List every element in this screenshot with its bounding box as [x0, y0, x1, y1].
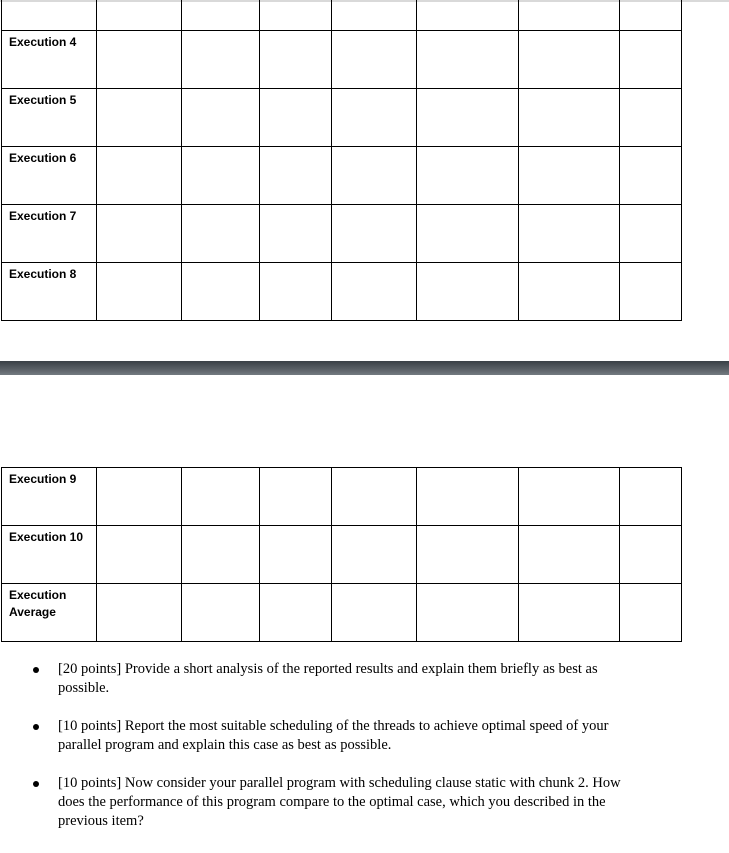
empty-cell[interactable]	[260, 468, 332, 526]
empty-cell[interactable]	[260, 31, 332, 89]
row-label: Execution 5	[2, 89, 97, 147]
table-row	[2, 31, 682, 89]
row-label: Execution 7	[2, 205, 97, 263]
empty-cell[interactable]	[619, 263, 681, 321]
empty-cell[interactable]	[332, 31, 416, 89]
table-row	[2, 263, 682, 321]
bullet-icon	[33, 667, 39, 673]
empty-cell[interactable]	[97, 147, 181, 205]
empty-cell[interactable]	[332, 89, 416, 147]
empty-cell[interactable]	[519, 0, 619, 31]
empty-cell[interactable]	[619, 89, 681, 147]
empty-cell[interactable]	[181, 468, 259, 526]
empty-cell[interactable]	[332, 526, 416, 584]
empty-cell[interactable]	[619, 584, 681, 642]
results-table-bottom	[1, 467, 682, 642]
question-text: [10 points] Now consider your parallel program with scheduling clause static with chunk 2. How does the performance of this program compare to the optimal case, which you described in the previous item?	[58, 775, 621, 829]
table-row	[2, 0, 682, 31]
empty-cell[interactable]	[519, 205, 619, 263]
row-label: Execution 4	[2, 31, 97, 89]
empty-cell[interactable]	[332, 468, 416, 526]
empty-cell[interactable]	[181, 31, 259, 89]
empty-cell[interactable]	[97, 89, 181, 147]
empty-cell[interactable]	[416, 31, 518, 89]
empty-cell[interactable]	[416, 205, 518, 263]
empty-cell[interactable]	[416, 263, 518, 321]
results-table-top-body	[2, 0, 682, 321]
empty-cell[interactable]	[181, 263, 259, 321]
empty-cell[interactable]	[332, 147, 416, 205]
row-label: Execution 6	[2, 147, 97, 205]
empty-cell[interactable]	[416, 0, 518, 31]
results-table-top	[1, 0, 682, 321]
table-row	[2, 526, 682, 584]
row-label: Execution 9	[2, 468, 97, 526]
bullet-icon	[33, 724, 39, 730]
bullet-icon	[33, 781, 39, 787]
empty-cell[interactable]	[519, 263, 619, 321]
question-list	[30, 660, 640, 850]
row-label: Execution 8	[2, 263, 97, 321]
empty-cell[interactable]	[519, 526, 619, 584]
row-label: Execution 10	[2, 526, 97, 584]
empty-cell[interactable]	[416, 584, 518, 642]
empty-cell[interactable]	[260, 205, 332, 263]
question-item	[30, 774, 640, 831]
table-row	[2, 584, 682, 642]
empty-cell[interactable]	[332, 263, 416, 321]
empty-cell[interactable]	[260, 584, 332, 642]
table-row	[2, 147, 682, 205]
empty-cell[interactable]	[519, 89, 619, 147]
table-row	[2, 205, 682, 263]
empty-cell[interactable]	[619, 0, 681, 31]
empty-cell[interactable]	[181, 584, 259, 642]
empty-cell[interactable]	[519, 584, 619, 642]
empty-cell[interactable]	[181, 0, 259, 31]
empty-cell[interactable]	[619, 147, 681, 205]
empty-cell[interactable]	[97, 31, 181, 89]
empty-cell[interactable]	[519, 147, 619, 205]
empty-cell[interactable]	[519, 31, 619, 89]
empty-cell[interactable]	[416, 89, 518, 147]
empty-cell[interactable]	[332, 205, 416, 263]
empty-cell[interactable]	[260, 89, 332, 147]
question-item	[30, 717, 640, 755]
empty-cell[interactable]	[619, 31, 681, 89]
empty-cell[interactable]	[519, 468, 619, 526]
empty-cell[interactable]	[181, 526, 259, 584]
empty-cell[interactable]	[97, 468, 181, 526]
row-label	[2, 0, 97, 31]
empty-cell[interactable]	[416, 147, 518, 205]
empty-cell[interactable]	[181, 89, 259, 147]
page-separator	[0, 361, 729, 375]
table-row	[2, 89, 682, 147]
empty-cell[interactable]	[619, 526, 681, 584]
empty-cell[interactable]	[97, 584, 181, 642]
empty-cell[interactable]	[416, 526, 518, 584]
empty-cell[interactable]	[260, 263, 332, 321]
empty-cell[interactable]	[260, 0, 332, 31]
results-table-bottom-body	[2, 468, 682, 642]
empty-cell[interactable]	[332, 584, 416, 642]
row-label: Execution Average	[2, 584, 97, 642]
empty-cell[interactable]	[619, 468, 681, 526]
empty-cell[interactable]	[97, 526, 181, 584]
empty-cell[interactable]	[97, 205, 181, 263]
table-row	[2, 468, 682, 526]
empty-cell[interactable]	[260, 526, 332, 584]
empty-cell[interactable]	[97, 0, 181, 31]
empty-cell[interactable]	[416, 468, 518, 526]
question-text: [10 points] Report the most suitable scheduling of the threads to achieve optimal speed of your parallel program and explain this case as best as possible.	[58, 718, 609, 753]
empty-cell[interactable]	[260, 147, 332, 205]
empty-cell[interactable]	[97, 263, 181, 321]
empty-cell[interactable]	[181, 205, 259, 263]
question-text: [20 points] Provide a short analysis of the reported results and explain them briefly as best as possible.	[58, 661, 598, 696]
empty-cell[interactable]	[332, 0, 416, 31]
question-item	[30, 660, 640, 698]
empty-cell[interactable]	[619, 205, 681, 263]
empty-cell[interactable]	[181, 147, 259, 205]
